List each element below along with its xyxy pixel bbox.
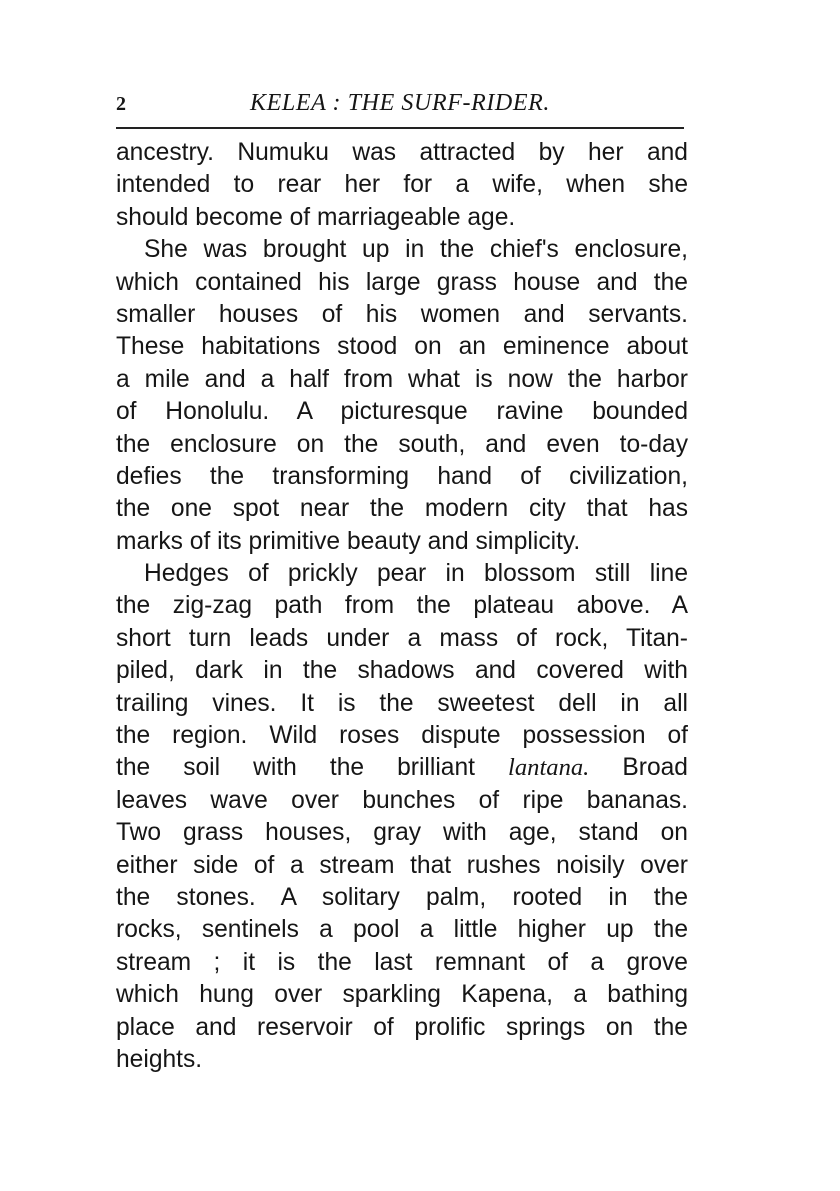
text-line: the enclosure on the south, and even to-day bbox=[116, 430, 688, 458]
text-line: smaller houses of his women and servants. bbox=[116, 300, 688, 328]
text-line: short turn leads under a mass of rock, Titan- bbox=[116, 624, 688, 652]
text-line: the one spot near the modern city that has bbox=[116, 495, 688, 523]
text-line: intended to rear her for a wife, when she bbox=[116, 171, 688, 199]
text-line: piled, dark in the shadows and covered with bbox=[116, 657, 688, 685]
text-line: trailing vines. It is the sweetest dell in all bbox=[116, 689, 688, 717]
body-text bbox=[116, 137, 688, 1076]
text-line: ancestry. Numuku was attracted by her and bbox=[116, 139, 688, 166]
text-line: the stones. A solitary palm, rooted in the bbox=[116, 883, 688, 911]
text-line: of Honolulu. A picturesque ravine bounded bbox=[116, 398, 688, 426]
header-rule bbox=[116, 127, 684, 129]
running-head bbox=[116, 88, 684, 118]
text-segment: Broad bbox=[622, 754, 688, 782]
text-line: defies the transforming hand of civilization, bbox=[116, 462, 688, 490]
text-line: rocks, sentinels a pool a little higher up the bbox=[116, 916, 688, 944]
running-title: KELEA : THE SURF-RIDER. bbox=[250, 90, 550, 116]
text-line: She was brought up in the chief's enclosure, bbox=[144, 236, 688, 264]
text-line: the zig-zag path from the plateau above. A bbox=[116, 592, 688, 620]
text-line: should become of marriageable age. bbox=[116, 203, 516, 231]
text-line: place and reservoir of prolific springs on the bbox=[116, 1013, 688, 1041]
text-line: stream ; it is the last remnant of a grove bbox=[116, 948, 688, 976]
text-line: a mile and a half from what is now the harbor bbox=[116, 365, 688, 393]
text-segment: the soil with the brilliant bbox=[116, 754, 475, 782]
text-line: These habitations stood on an eminence about bbox=[116, 333, 688, 361]
text-line: which hung over sparkling Kapena, a bathing bbox=[116, 981, 688, 1009]
text-line: either side of a stream that rushes noisily over bbox=[116, 851, 688, 879]
text-line: Two grass houses, gray with age, stand on bbox=[116, 819, 688, 847]
italic-word: lantana. bbox=[508, 754, 590, 782]
text-line: which contained his large grass house and the bbox=[116, 268, 688, 296]
text-line bbox=[116, 752, 688, 784]
text-line: leaves wave over bunches of ripe bananas. bbox=[116, 786, 688, 814]
text-line: heights. bbox=[116, 1045, 203, 1073]
text-line: marks of its primitive beauty and simplicity. bbox=[116, 527, 581, 555]
text-line: Hedges of prickly pear in blossom still line bbox=[144, 560, 688, 588]
page-number: 2 bbox=[116, 93, 126, 115]
text-line: the region. Wild roses dispute possession of bbox=[116, 722, 688, 750]
